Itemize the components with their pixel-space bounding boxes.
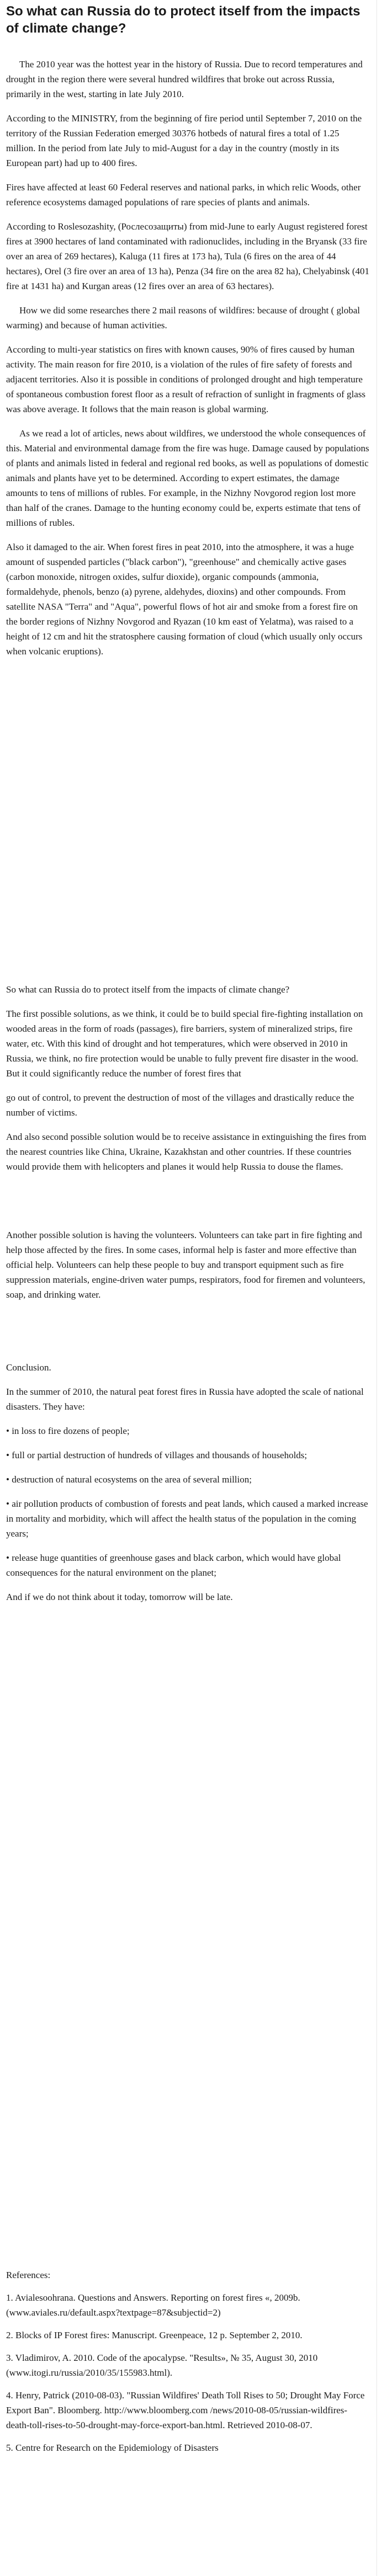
section-part-1	[6, 57, 370, 668]
paragraph: According to multi-year statistics on fires with known causes, 90% of fires caused by human activity. The main reason for fire 2010, is a violation of the rules of fire safety of forests and adjacent territories. Also it is possible in conditions of prolonged drought and high temperature of spontaneous combustion forest floor as a result of refraction of sunlight in fragments of glass was above average. It follows that the main reason is global warming.	[6, 344, 366, 414]
paragraph: Also it damaged to the air. When forest fires in peat 2010, into the atmosphere, it was a huge amount of suspended particles ("black carbon"), "greenhouse" and chemically active gases (carbon monoxide, nitrogen oxides, sulfur dioxide), organic compounds (ammonia, formaldehyde, phenols, benzo (a) pyrene, aldehydes, dioxins) and other compounds. From satellite NASA "Terra" and "Aqua", powerful flows of hot air and smoke from a forest fire on the border regions of Nizhny Novgorod and Ryazan (10 km east of Yelatma), was raised to a height of 12 cm and hit the stratosphere causing formation of cloud (which usually only occurs when volcanic eruptions).	[6, 542, 363, 657]
paragraph: The first possible solutions, as we think, it could be to build special fire-fighting installation on wooded areas in the form of roads (passages), fire barriers, system of mineralized strips, fire water, etc. With this kind of drought and hot temperatures, which were observed in 2010 in Russia, we think, no fire protection would be unable to fully prevent fire disaster in the wood. But it could significantly reduce the number of forest fires that	[6, 1009, 363, 1079]
document-page	[6, 0, 377, 2576]
reference-item: 5. Centre for Research on the Epidemiology of Disasters	[6, 2442, 219, 2453]
section-heading: Conclusion.	[6, 1362, 51, 1373]
list-item: • release huge quantities of greenhouse gases and black carbon, which would have global consequences for the natural environment on the planet;	[6, 1553, 341, 1578]
paragraph: The 2010 year was the hottest year in the history of Russia. Due to record temperatures and drought in the region there were several hundred wildfires that broke out across Russia, primarily in the west, starting in late July 2010.	[6, 59, 363, 99]
paragraph: How we did some researches there 2 mail reasons of wildfires: because of drought ( global warming) and because of human activities.	[6, 305, 360, 330]
reference-item: 2. Blocks of IP Forest fires: Manuscript. Greenpeace, 12 p. September 2, 2010.	[6, 2330, 303, 2340]
section-heading: References:	[6, 2270, 51, 2280]
paragraph: According to the MINISTRY, from the beginning of fire period until September 7, 2010 on the territory of the Russian Federation emerged 30376 hotbeds of natural fires a total of 1.25 million. In the period from late July to mid-August for a day in the country (mostly in its European part) had up to 400 fires.	[6, 113, 362, 168]
paragraph: Fires have affected at least 60 Federal reserves and national parks, in which relic Woods, other reference ecosystems damaged populations of rare species of plants and animals.	[6, 182, 361, 207]
section-part-2	[6, 982, 370, 1183]
paragraph: In the summer of 2010, the natural peat forest fires in Russia have adopted the scale of national disasters. They have:	[6, 1386, 364, 1412]
list-item: • destruction of natural ecosystems on the area of several million;	[6, 1474, 252, 1485]
paragraph: And if we do not think about it today, tomorrow will be late.	[6, 1592, 233, 1602]
section-conclusion	[6, 1360, 370, 1614]
paragraph: According to Roslesozashity, (Рослесозащиты) from mid-June to early August registered forest fires at 3900 hectares of land contaminated with radionuclides, including in the Bryansk (33 fire over an area of 269 hectares), Kaluga (11 fires at 173 ha), Tula (6 fires on the area of 44 hectares), Orel (3 fire over an area of 13 ha), Penza (34 fire on the area 82 ha), Chelyabinsk (401 fire at 1431 ha) and Kurgan areas (12 fires over an area of 63 hectares).	[6, 221, 369, 291]
list-item: • air pollution products of combustion of forests and peat lands, which caused a marked increase in mortality and morbidity, which will affect the health status of the population in the coming years;	[6, 1498, 368, 1539]
section-part-3	[6, 1228, 370, 1311]
list-item: • full or partial destruction of hundreds of villages and thousands of households;	[6, 1450, 308, 1460]
paragraph: And also second possible solution would be to receive assistance in extinguishing the fires from the nearest countries like China, Ukraine, Kazakhstan and other countries. If these countries would provide them with helicopters and planes it would help Russia to douse the flames.	[6, 1132, 367, 1172]
reference-item: 3. Vladimirov, A. 2010. Code of the apocalypse. "Results», № 35, August 30, 2010 (www.itogi.ru/russia/2010/35/155983.html).	[6, 2353, 318, 2378]
reference-item: 4. Henry, Patrick (2010-08-03). "Russian Wildfires' Death Toll Rises to 50; Drought May Force Export Ban". Bloomberg. http://www.bloomberg.com /news/2010-08-05/russian-wildfires-death-toll-rises-to-50-drought-may-force-export-ban.html. Retrieved 2010-08-07.	[6, 2390, 365, 2430]
paragraph: go out of control, to prevent the destruction of most of the villages and drastically reduce the number of victims.	[6, 1092, 354, 1118]
paragraph: Another possible solution is having the volunteers. Volunteers can take part in fire fighting and help those affected by the fires. In some cases, informal help is faster and more effective than official help. Volunteers can help these people to buy and transport equipment such as fire suppression materials, engine-driven water pumps, respirators, food for firemen and volunteers, soap, and drinking water.	[6, 1230, 365, 1300]
page-title: So what can Russia do to protect itself from the impacts of climate change?	[6, 4, 361, 36]
paragraph: As we read a lot of articles, news about wildfires, we understood the whole consequences of this. Material and environmental damage from the fire was huge. Damage caused by populations of plants and animals listed in federal and regional red books, as well as populations of domestic animals and plants have yet to be determined. According to expert estimates, the damage amounts to tens of millions of rubles. For example, in the Nizhny Novgorod region lost more than half of the cranes. Damage to the hunting economy could be, experts estimate that tens of millions of rubles.	[6, 428, 369, 528]
list-item: • in loss to fire dozens of people;	[6, 1426, 130, 1436]
section-heading: So what can Russia do to protect itself from the impacts of climate change?	[6, 984, 290, 995]
section-references	[6, 2268, 370, 2463]
reference-item: 1. Avialesoohrana. Questions and Answers. Reporting on forest fires «, 2009b. (www.aviales.ru/default.aspx?textpage=87&subjectid=2)	[6, 2292, 300, 2318]
